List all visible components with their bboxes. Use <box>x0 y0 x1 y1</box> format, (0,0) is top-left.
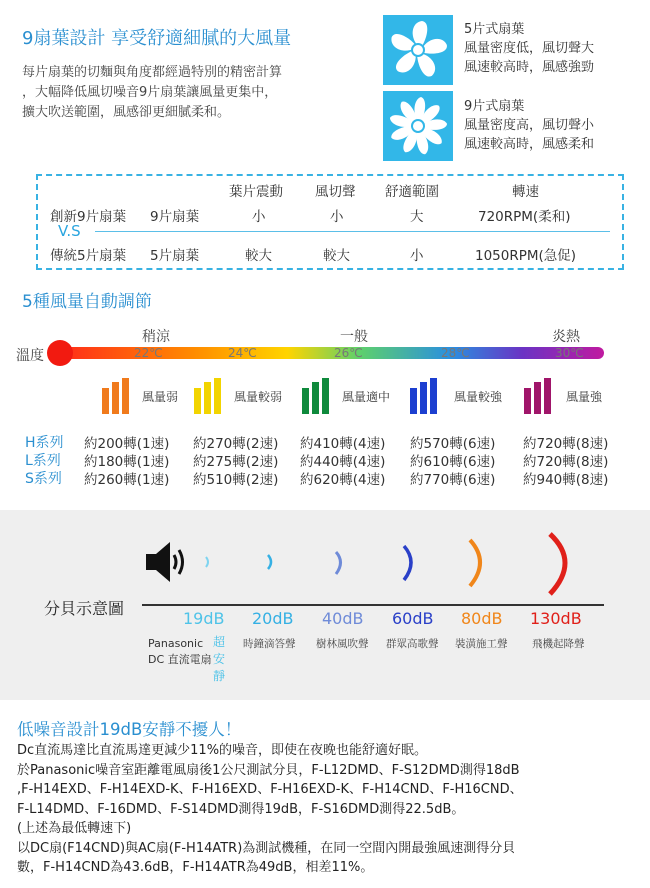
sound-arc-40db <box>336 552 341 574</box>
speed-cell: 約570轉(6速) <box>410 436 496 452</box>
quiet-char: 安 <box>213 652 226 666</box>
speed-cell: 約720轉(8速) <box>523 436 609 452</box>
low-noise-body <box>17 741 523 878</box>
series-name-s: S系列 <box>25 471 62 487</box>
speed-cell: 約770轉(6速) <box>410 472 496 488</box>
temp-tick: 24℃ <box>228 346 257 360</box>
fan-desc-line: 風量密度高，風切聲小 <box>464 118 595 133</box>
speed-cell: 約720轉(8速) <box>523 454 609 470</box>
section-title-9-blades: 9扇葉設計 享受舒適細膩的大風量 <box>22 28 292 49</box>
wind-bars-icon <box>194 378 232 414</box>
fan-desc-line: 風速較高時，風感柔和 <box>464 137 595 152</box>
panasonic-line: DC 直流電扇 <box>148 653 212 666</box>
nine-blade-fan-icon <box>383 91 453 161</box>
description-line: 擴大吹送範圍，風感卻更細膩柔和。 <box>22 105 231 120</box>
wind-level-label: 風量較強 <box>454 390 503 404</box>
wind-level-label: 風量適中 <box>342 390 391 404</box>
row2-vibration: 較大 <box>245 248 272 264</box>
fan-desc-line: 9片式扇葉 <box>464 99 525 114</box>
header-noise: 風切聲 <box>315 184 356 200</box>
speed-cell: 約260轉(1速) <box>84 472 170 488</box>
wind-bars-icon <box>302 378 340 414</box>
db-value-19: 19dB <box>183 609 225 628</box>
header-vibration: 葉片震動 <box>229 184 283 200</box>
wind-level-label: 風量強 <box>566 390 603 404</box>
body-line: 於Panasonic噪音室距離電風扇後1公尺測試分貝，F-L12DMD、F-S12DMD測得18dB <box>17 762 520 778</box>
wind-bars-icon <box>102 378 140 414</box>
description-paragraph <box>22 63 282 123</box>
nine-blade-description <box>464 97 594 154</box>
row2-rpm: 1050RPM(急促) <box>475 248 577 264</box>
panasonic-line: Panasonic <box>148 637 204 650</box>
db-desc: 群眾高歌聲 <box>386 638 439 650</box>
row1-blades: 9片扇葉 <box>150 209 200 225</box>
speed-cell: 約510轉(2速) <box>193 472 279 488</box>
wind-bars-icon <box>524 378 562 414</box>
divider-line <box>95 231 610 232</box>
decibel-chart-label: 分貝示意圖 <box>44 599 125 618</box>
description-line: 每片扇葉的切麵與角度都經過特別的精密計算 <box>22 65 283 80</box>
db-value-60: 60dB <box>392 609 434 628</box>
series-name-h: H系列 <box>25 435 64 451</box>
five-blade-description <box>464 20 594 77</box>
fan-desc-line: 風量密度低，風切聲大 <box>464 41 595 56</box>
body-line: Dc直流馬達比直流馬達更減少11%的噪音，即使在夜晚也能舒適好眠。 <box>17 743 428 758</box>
feel-hot: 炎熱 <box>552 329 580 345</box>
db-value-40: 40dB <box>322 609 364 628</box>
speaker-icon <box>146 542 183 582</box>
speed-cell: 約440轉(4速) <box>300 454 386 470</box>
temp-tick: 22℃ <box>134 346 163 360</box>
quiet-char: 靜 <box>213 669 226 683</box>
db-desc: 時鐘滴答聲 <box>243 638 296 650</box>
row1-vibration: 小 <box>252 209 266 225</box>
body-line: ,F-H14EXD、F-H14EXD-K、F-H16EXD、F-H16EXD-K、F-H14CND、F-H16CND、 <box>17 782 523 797</box>
thermometer-bulb-icon <box>47 340 73 366</box>
sound-waves-graphic <box>140 528 620 598</box>
sound-arc-130db <box>550 534 565 594</box>
header-rpm: 轉速 <box>512 184 539 200</box>
temp-tick: 30℃ <box>555 346 584 360</box>
body-line: 以DC扇(F14CND)與AC扇(F-H14ATR)為測試機種，在同一空間內開最強風速測得分貝 <box>17 840 516 856</box>
speed-cell: 約410轉(4速) <box>300 436 386 452</box>
temp-tick: 28℃ <box>441 346 470 360</box>
series-name-l: L系列 <box>25 453 61 469</box>
header-range: 舒適範圍 <box>385 184 439 200</box>
row1-range: 大 <box>410 209 424 225</box>
sound-arc-80db <box>470 540 480 586</box>
speed-cell: 約180轉(1速) <box>84 454 170 470</box>
row2-noise: 較大 <box>323 248 350 264</box>
low-noise-title: 低噪音設計19dB安靜不擾人！ <box>17 720 242 739</box>
five-blade-fan-icon <box>383 15 453 85</box>
sound-arc-60db <box>404 546 411 580</box>
speed-cell: 約620轉(4速) <box>300 472 386 488</box>
speed-cell: 約270轉(2速) <box>193 436 279 452</box>
row1-noise: 小 <box>330 209 344 225</box>
body-line: (上述為最低轉速下) <box>17 821 132 836</box>
feel-cool: 稍涼 <box>142 329 170 345</box>
decibel-axis-line <box>142 604 604 606</box>
speed-cell: 約275轉(2速) <box>193 454 279 470</box>
db-value-20: 20dB <box>252 609 294 628</box>
db-value-80: 80dB <box>461 609 503 628</box>
row1-rpm: 720RPM(柔和) <box>478 209 571 225</box>
db-desc: 樹林風吹聲 <box>316 638 369 650</box>
speed-cell: 約200轉(1速) <box>84 436 170 452</box>
sound-arc-20db <box>268 555 271 569</box>
super-quiet-label <box>213 634 225 685</box>
wind-bars-icon <box>410 378 448 414</box>
temperature-label: 溫度 <box>16 348 44 364</box>
wind-level-label: 風量弱 <box>142 390 179 404</box>
speed-cell: 約610轉(6速) <box>410 454 496 470</box>
section-title-wind-levels: 5種風量自動調節 <box>22 292 152 312</box>
speed-cell: 約940轉(8速) <box>523 472 609 488</box>
row2-name: 傳統5片扇葉 <box>50 248 127 264</box>
temp-tick: 26℃ <box>334 346 363 360</box>
description-line: ，大幅降低風切噪音9片扇葉讓風量更集中， <box>22 85 278 100</box>
wind-level-label: 風量較弱 <box>234 390 283 404</box>
db-value-130: 130dB <box>530 609 582 628</box>
row1-name: 創新9片扇葉 <box>50 209 127 225</box>
panasonic-dc-label <box>148 636 212 668</box>
row2-range: 小 <box>410 248 424 264</box>
fan-desc-line: 5片式扇葉 <box>464 22 525 37</box>
fan-desc-line: 風速較高時，風感強勁 <box>464 60 595 75</box>
feel-normal: 一般 <box>340 329 368 345</box>
body-line: F-L14DMD、F-16DMD、F-S14DMD測得19dB，F-S16DMD測得22.5dB。 <box>17 801 465 817</box>
row2-blades: 5片扇葉 <box>150 248 200 264</box>
body-line: 數，F-H14CND為43.6dB，F-H14ATR為49dB，相差11%。 <box>17 860 374 875</box>
db-desc: 飛機起降聲 <box>532 638 585 650</box>
quiet-char: 超 <box>213 635 226 649</box>
db-desc: 裝潢施工聲 <box>455 638 508 650</box>
sound-arc-19db <box>206 557 208 567</box>
vs-label: V.S <box>58 222 81 240</box>
